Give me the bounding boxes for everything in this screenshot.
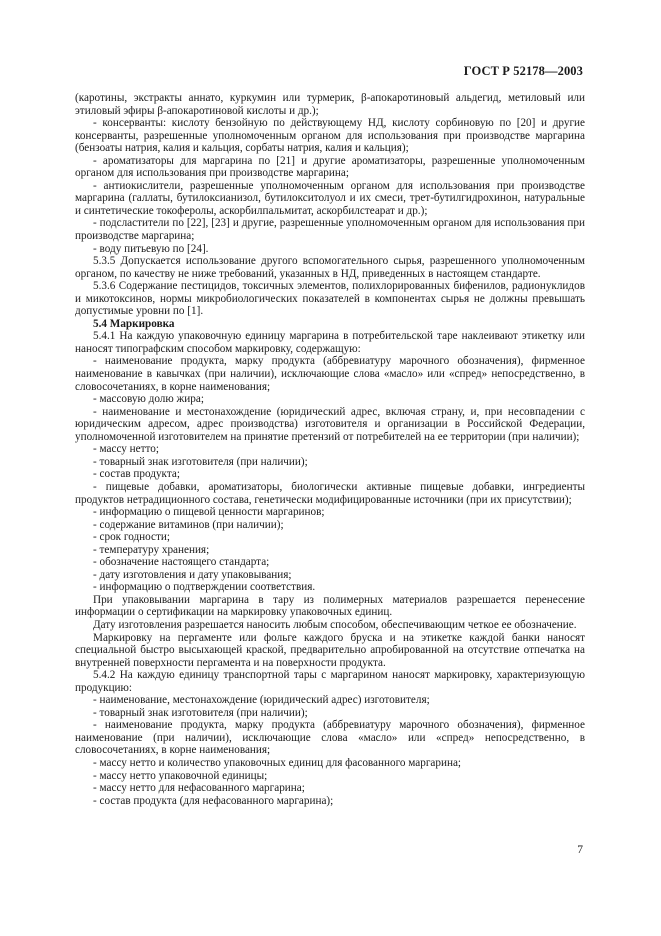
paragraph: 5.3.5 Допускается использование другого вспомогательного сырья, разрешенного уполномоченным органом, по качеству не ниже требований, указанных в НД, приведенных в настоящем стандарте. xyxy=(75,255,585,280)
document-code-header: ГОСТ Р 52178—2003 xyxy=(463,64,583,78)
paragraph: - информацию о подтверждении соответствия. xyxy=(93,581,316,594)
paragraph: - наименование продукта, марку продукта (аббревиатуру марочного обозначения), фирменное наименование в кавычках (при наличии), исключающие слова «масло» или «спред» непосредственно, в словосочетаниях, в корне наименования; xyxy=(75,355,585,393)
paragraph: - товарный знак изготовителя (при наличии); xyxy=(93,706,308,719)
paragraph: Маркировку на пергаменте или фольге каждого бруска и на этикетке каждой банки наносят специальной быстро высыхающей краской, предварительно апробированной на отсутствие отпечатка на внутренней поверхности пергамента и на поверхности продукта. xyxy=(75,631,585,669)
paragraph: - массу нетто; xyxy=(93,443,159,456)
paragraph: - массу нетто для нефасованного маргарина; xyxy=(93,782,305,795)
paragraph: - дату изготовления и дату упаковывания; xyxy=(93,568,292,581)
paragraph: (каротины, экстракты аннато, куркумин или турмерик, β-апокаротиновый альдегид, метиловый или этиловый эфиры β-апокаротиновой кислоты и др.); xyxy=(75,92,585,117)
paragraph: 5.4.2 На каждую единицу транспортной тары с маргарином наносят маркировку, характеризующую продукцию: xyxy=(75,669,585,694)
paragraph: - обозначение настоящего стандарта; xyxy=(93,556,270,569)
paragraph: - наименование и местонахождение (юридический адрес, включая страну, и, при несовпадении с юридическим адресом, адрес производства) изготовителя и организации в Российской Федерации, уполномоченной изготовителем на принятие претензий от потребителей на ее территории (при наличии); xyxy=(75,405,585,443)
paragraph: - консерванты: кислоту бензойную по действующему НД, кислоту сорбиновую по [20] и другие консерванты, разрешенные уполномоченным органом для использования при производстве маргарина (бензоаты натрия, калия и кальция, сорбаты натрия, калия и кальция); xyxy=(75,117,585,155)
paragraph: - товарный знак изготовителя (при наличии); xyxy=(93,455,308,468)
paragraph: - воду питьевую по [24]. xyxy=(93,242,209,255)
paragraph: - состав продукта (для нефасованного маргарина); xyxy=(93,794,334,807)
paragraph: - антиокислители, разрешенные уполномоченным органом для использования при производстве маргарина (галлаты, бутилоксианизол, бутилокситолуол и их смеси, трет-бутилгидрохинон, натуральные и синтетические токоферолы, аскорбилпальмитат, аскорбилстеарат и др.); xyxy=(75,179,585,217)
paragraph: - пищевые добавки, ароматизаторы, биологически активные пищевые добавки, ингредиенты продуктов нетрадиционного состава, генетически модифицированные источники (при их присутствии); xyxy=(75,480,585,506)
paragraph: - ароматизаторы для маргарина по [21] и другие ароматизаторы, разрешенные уполномоченным органом для использования при производстве маргарина; xyxy=(75,154,585,180)
paragraph: При упаковывании маргарина в тару из полимерных материалов разрешается перенесение информации о сертификации на маркировку упаковочных единиц. xyxy=(75,593,585,619)
paragraph: Дату изготовления разрешается наносить любым способом, обеспечивающим четкое ее обозначение. xyxy=(93,618,577,631)
paragraph: - наименование продукта, марку продукта (аббревиатуру марочного обозначения), фирменное наименование (при наличии), исключающие слова «масло» или «спред» непосредственно, в словосочетаниях, в корне наименования; xyxy=(75,719,585,757)
paragraph: - состав продукта; xyxy=(93,468,180,481)
paragraph: 5.4.1 На каждую упаковочную единицу маргарина в потребительской таре наклеивают этикетку или наносят типографским способом маркировку, содержащую: xyxy=(75,330,585,355)
paragraph: 5.3.6 Содержание пестицидов, токсичных элементов, полихлорированных бифенилов, радионуклидов и микотоксинов, нормы микробиологических показателей в компонентах сырья не должны превышать допустимые уровни по [1]. xyxy=(75,280,585,318)
page-number: 7 xyxy=(577,844,583,856)
paragraph: - содержание витаминов (при наличии); xyxy=(93,518,284,531)
paragraph: - массовую долю жира; xyxy=(93,393,204,406)
paragraph: - наименование, местонахождение (юридический адрес) изготовителя; xyxy=(93,694,430,707)
paragraph: - подсластители по [22], [23] и другие, разрешенные уполномоченным органом для использования при производстве маргарина; xyxy=(75,217,585,243)
section-heading: 5.4 Маркировка xyxy=(93,317,175,330)
paragraph: - температуру хранения; xyxy=(93,543,210,556)
paragraph: - срок годности; xyxy=(93,531,170,544)
paragraph: - массу нетто упаковочной единицы; xyxy=(93,769,268,782)
document-body xyxy=(75,92,585,807)
paragraph: - массу нетто и количество упаковочных единиц для фасованного маргарина; xyxy=(93,756,462,769)
paragraph: - информацию о пищевой ценности маргаринов; xyxy=(93,506,325,519)
